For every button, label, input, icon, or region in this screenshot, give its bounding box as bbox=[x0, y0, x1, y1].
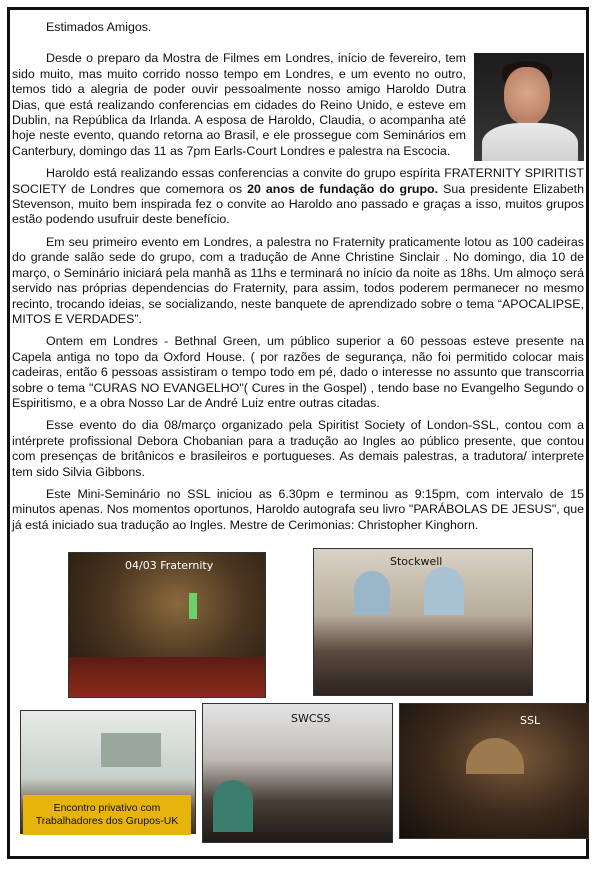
photo-ssl bbox=[399, 703, 589, 839]
attendee-green-top bbox=[213, 780, 253, 832]
portrait-face bbox=[504, 67, 550, 125]
window-left bbox=[354, 571, 390, 615]
paragraph-2-text-b: Sua presidente Elizabeth Stevenson, muito bem inspirada fez o convite ao Haroldo ano passado e graças a isso, muitos grupos estão podendo usufruir deste benefício. bbox=[12, 181, 584, 227]
wall-board bbox=[101, 733, 161, 767]
caption-ssl: SSL bbox=[520, 714, 541, 727]
chairs-row bbox=[69, 657, 265, 697]
paragraph-1-text: Desde o preparo da Mostra de Filmes em Londres, início de fevereiro, tem sido muito, mas muito corrido nosso tempo em Londres, e um evento no outro, temos tido a alegria de poder ouvir pessoalmente nosso amigo Haroldo Dutra Dias, que está realizando conferencias em cidades do Reino Unido, e esteve em Dublin, na República da Irlanda. A esposa de Haroldo, Claudia, o acompanha até hoje neste evento, quando retorna ao Brasil, e ele prossegue com Seminários em Canterbury, domingo das 11 as 7pm Earls-Court Londres e palestra na Escocia. bbox=[12, 51, 466, 158]
paragraph-2 bbox=[12, 166, 584, 228]
paragraph-4: Ontem em Londres - Bethnal Green, um público superior a 60 pessoas esteve presente na Capela antiga no topo da Oxford House. ( por razões de segurança, não foi permitido colocar mais cadeiras, então 6 pessoas assistiram o tempo todo em pé, dado o interesse no assunto que transcorria sobre o tema "CURAS NO EVANGELHO"( Cures in the Gospel) , tendo base no Evangelho Segundo o Espiritismo, e a obra Nosso Lar de André Luiz entre outras citadas. bbox=[12, 334, 584, 410]
paragraph-2-text-a: Haroldo está realizando essas conferencias a convite do grupo espírita FRATERNITY SPIRITIST SOCIETY de Londres que comemora os bbox=[12, 166, 584, 196]
exit-light bbox=[189, 593, 197, 619]
caption-private-line-2: Trabalhadores dos Grupos-UK bbox=[35, 815, 179, 827]
paragraph-1 bbox=[12, 51, 584, 159]
chapel-arch bbox=[466, 738, 524, 774]
paragraph-6: Este Mini-Seminário no SSL iniciou as 6.30pm e terminou as 9:15pm, com intervalo de 15 minutos apenas. Nos momentos oportunos, Haroldo autografa seu livro "PARÁBOLAS DE JESUS", que já está iniciado sua tradução ao Ingles. Mestre de Cerimonias: Christopher Kinghorn. bbox=[12, 486, 584, 532]
caption-private-meeting bbox=[23, 795, 191, 835]
photo-stockwell bbox=[313, 548, 533, 696]
paragraph-2-bold: 20 anos de fundação do grupo. bbox=[247, 181, 439, 196]
article-body bbox=[12, 20, 584, 540]
paragraph-5: Esse evento do dia 08/março organizado pela Spiritist Society of London-SSL, contou com a intérprete profissional Debora Chobanian para a tradução ao Ingles ao público presente, que contou com presenças de britânicos e brasileiros e portugueses. As demais palestras, a tradutora/ interprete tem sido Silvia Gibbons. bbox=[12, 418, 584, 479]
haroldo-portrait bbox=[474, 53, 584, 161]
photo-swcss bbox=[202, 703, 393, 843]
caption-swcss: SWCSS bbox=[291, 712, 331, 725]
caption-fraternity: 04/03 Fraternity bbox=[125, 559, 214, 572]
window-right bbox=[424, 567, 464, 615]
paragraph-3: Em seu primeiro evento em Londres, a palestra no Fraternity praticamente lotou as 100 cadeiras do grande salão sede do grupo, com a tradução de Anne Christine Sinclair . No domingo, dia 10 de março, o Seminário iniciará pela manhã as 11hs e terminará no início da noite as 18hs. Um almoço será servido nas próprias dependencias do Fraternity, para assim, todos poderem permanecer no mesmo recinto, trocando ideias, se socializando, neste banquete de aprendizado sobre o tema “APOCALIPSE, MITOS E VERDADES”. bbox=[12, 234, 584, 326]
caption-private-line-1: Encontro privativo com bbox=[53, 802, 161, 814]
greeting: Estimados Amigos. bbox=[46, 20, 152, 34]
photo-fraternity bbox=[68, 552, 266, 698]
portrait-shirt bbox=[482, 123, 578, 161]
caption-stockwell: Stockwell bbox=[390, 555, 443, 568]
